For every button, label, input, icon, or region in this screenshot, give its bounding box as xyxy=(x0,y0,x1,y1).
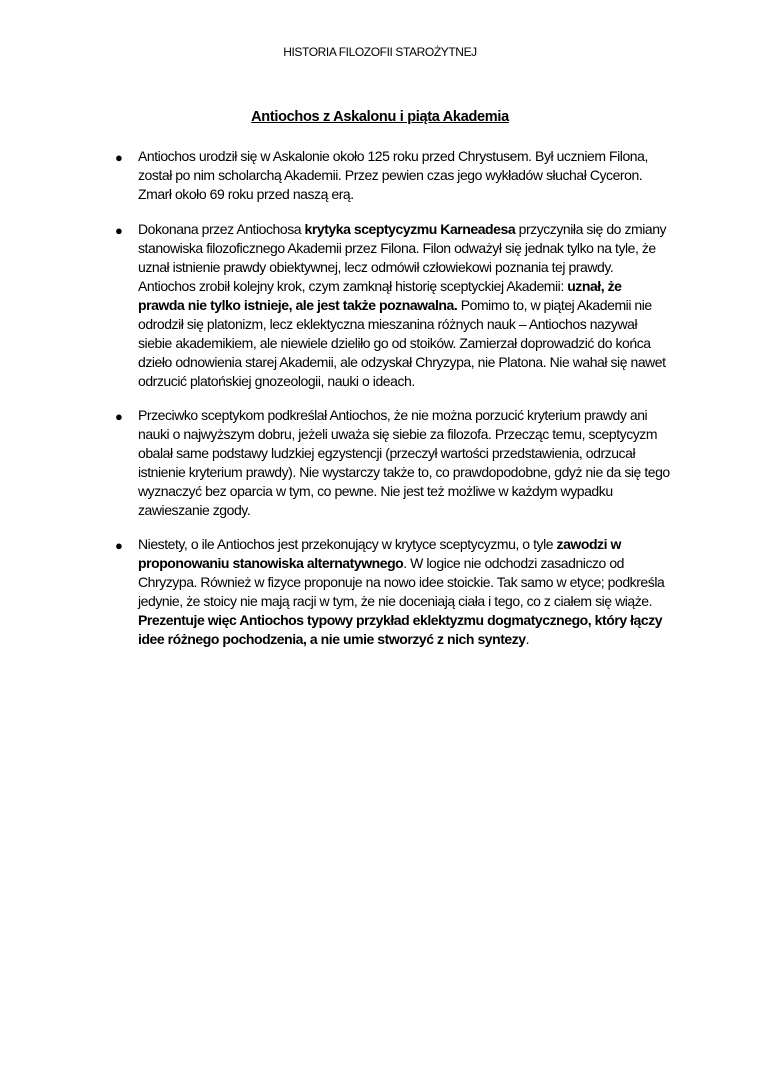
text-segment: Niestety, o ile Antiochos jest przekonujący w krytyce sceptycyzmu, o tyle xyxy=(138,536,557,552)
bold-segment: Prezentuje więc Antiochos typowy przykład eklektyzmu dogmatycznego, który łączy idee różnego pochodzenia, a nie umie stworzyć z nich syntezy xyxy=(138,612,663,647)
document-title: Antiochos z Askalonu i piąta Akademia xyxy=(251,109,509,125)
bullet-item xyxy=(110,220,670,391)
bold-segment: zawodzi w proponowaniu stanowiska alternatywnego xyxy=(138,536,621,571)
bullet-text xyxy=(138,148,648,202)
text-segment: Antiochos urodził się w Askalonie około 125 roku przed Chrystusem. Był uczniem Filona, został po nim scholarchą Akademii. Przez pewien czas jego wykładów słuchał Cyceron. Zmarł około 69 roku przed naszą erą. xyxy=(138,148,648,202)
bold-segment: uznał, że prawda nie tylko istnieje, ale jest także poznawalna. xyxy=(138,278,622,313)
bullet-item xyxy=(110,147,670,204)
bullet-list xyxy=(110,145,670,649)
bullet-icon: ● xyxy=(115,409,123,424)
bullet-icon: ● xyxy=(115,150,123,165)
text-segment: Pomimo to, w piątej Akademii nie odrodził się platonizm, lecz eklektyczna mieszanina różnych nauk – Antiochos nazywał siebie akademikiem, ale niewiele dzieliło go od stoików. Zamierzał doprowadzić do końca dzieło odnowienia starej Akademii, ale odzyskał Chryzypa, nie Platona. Nie wahał się nawet odrzucić platońskiej gnozeologii, nauki o ideach. xyxy=(138,297,666,389)
text-segment: . W logice nie odchodzi zasadniczo od Chryzypa. Również w fizyce proponuje na nowo idee stoickie. Tak samo w etyce; podkreśla jedynie, że stoicy nie mają racji w tym, że nie doceniają ciała i tego, co z ciałem się wiąże. xyxy=(138,555,665,609)
bullet-text xyxy=(138,536,664,647)
text-segment: Przeciwko sceptykom podkreślał Antiochos, że nie można porzucić kryterium prawdy ani nauki o najwyższym dobru, jeżeli uważa się siebie za filozofa. Przecząc temu, sceptycyzm obalał same podstawy ludzkiej egzystencji (przeczył wartości przedstawienia, odrzucał istnienie kryterium prawdy). Nie wystarczy także to, co prawdopodobne, gdyż nie da się tego wyznaczyć bez oparcia w tym, co pewne. Nie jest też możliwe w każdym wypadku zawieszanie zgody. xyxy=(138,407,670,518)
bullet-text xyxy=(138,221,666,389)
bullet-icon: ● xyxy=(115,538,123,553)
bullet-item xyxy=(110,406,670,520)
text-segment: przyczyniła się do zmiany stanowiska filozoficznego Akademii przez Filona. Filon odważył się jednak tylko na tyle, że uznał istnienie prawdy obiektywnej, lecz odmówił człowiekowi poznania tej prawdy. Antiochos zrobił kolejny krok, czym zamknął historię sceptyckiej Akademii: xyxy=(138,221,667,294)
bullet-icon: ● xyxy=(115,223,123,238)
text-segment: Dokonana przez Antiochosa xyxy=(138,221,305,237)
bullet-text xyxy=(138,407,670,518)
bold-segment: krytyka sceptycyzmu Karneadesa xyxy=(304,221,516,237)
running-header: HISTORIA FILOZOFII STAROŻYTNEJ xyxy=(283,45,477,59)
text-segment: . xyxy=(525,631,530,647)
bullet-item xyxy=(110,535,670,649)
